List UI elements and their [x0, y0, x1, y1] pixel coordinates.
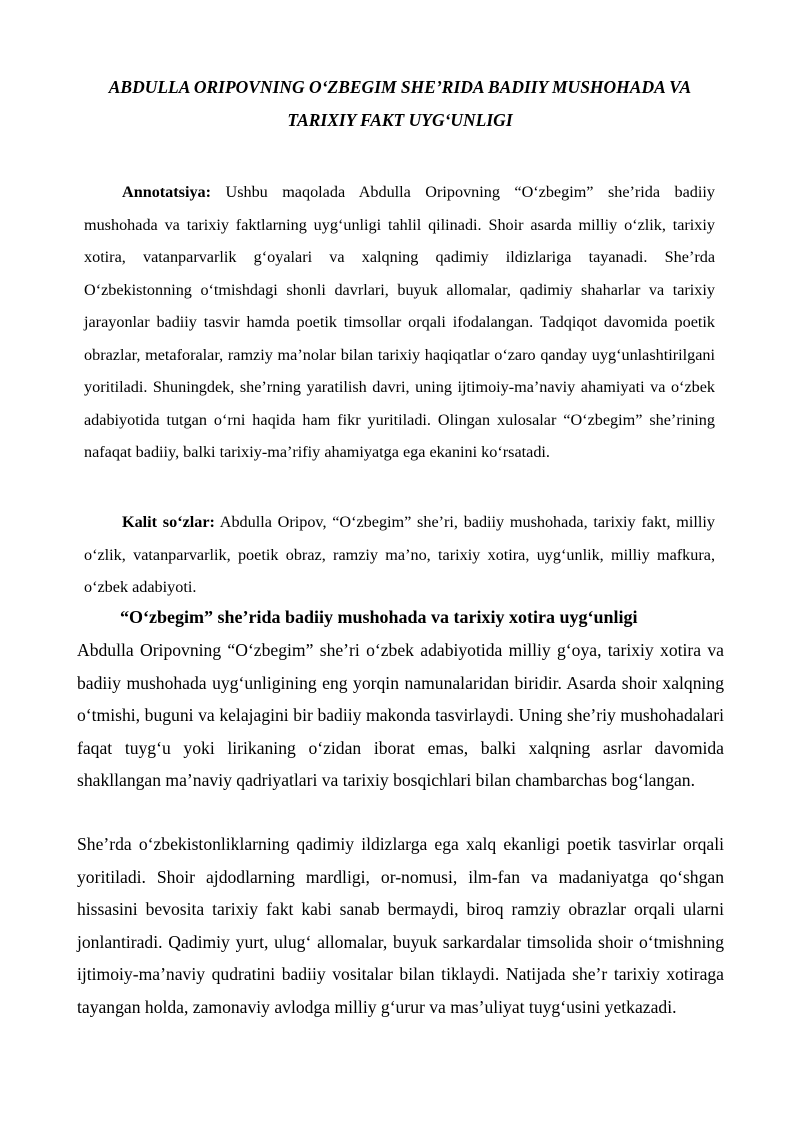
- keywords-paragraph: [84, 506, 715, 604]
- title-line-1: ABDULLA ORIPOVNING O‘ZBEGIM SHE’RIDA BADIIY MUSHOHADA VA: [108, 77, 692, 97]
- abstract-label: Annotatsiya:: [122, 183, 212, 201]
- title-line-2: TARIXIY FAKT UYG‘UNLIGI: [287, 110, 513, 130]
- body-paragraph-2: She’rda o‘zbekistonliklarning qadimiy ildizlarga ega xalq ekanligi poetik tasvirlar orqali yoritiladi. Shoir ajdodlarning mardligi, or-nomusi, ilm-fan va madaniyatga qo‘shgan hissasini bevosita tarixiy fakt kabi sanab bermaydi, biroq ramziy obrazlar orqali ularni jonlantiradi. Qadimiy yurt, ulug‘ allomalar, buyuk sarkardalar timsolida shoir o‘tmishning ijtimoiy-ma’naviy qudratini badiiy vositalar bilan tiklaydi. Natijada she’r tarixiy xotiraga tayangan holda, zamonaviy avlodga milliy g‘urur va mas’uliyat tuyg‘usini yetkazadi.: [77, 834, 724, 1017]
- keywords-label: Kalit so‘zlar:: [122, 513, 215, 531]
- keywords-text: Abdulla Oripov, “O‘zbegim” she’ri, badiiy mushohada, tarixiy fakt, milliy o‘zlik, vatanparvarlik, poetik obraz, ramziy ma’no, tarixiy xotira, uyg‘unlik, milliy mafkura, o‘zbek adabiyoti.: [84, 513, 715, 596]
- abstract-paragraph: [84, 176, 715, 469]
- abstract-text: Ushbu maqolada Abdulla Oripovning “O‘zbegim” she’rida badiiy mushohada va tarixiy faktlarning uyg‘unligi tahlil qilinadi. Shoir asarda milliy o‘zlik, tarixiy xotira, vatanparvarlik g‘oyalari va xalqning qadimiy ildizlariga tayanadi. She’rda O‘zbekistonning o‘tmishdagi shonli davrlari, buyuk allomalar, qadimiy shaharlar va tarixiy jarayonlar badiiy tasvir hamda poetik timsollar orqali ifodalangan. Tadqiqot davomida poetik obrazlar, metaforalar, ramziy ma’nolar bilan tarixiy haqiqatlar o‘zaro qanday uyg‘unlashtirilgani yoritiladi. Shuningdek, she’rning yaratilish davri, uning ijtimoiy-ma’naviy ahamiyati va o‘zbek adabiyotida tutgan o‘rni haqida ham fikr yuritiladi. Olingan xulosalar “O‘zbegim” she’rining nafaqat badiiy, balki tarixiy-ma’rifiy ahamiyatga ega ekanini ko‘rsatadi.: [84, 183, 715, 461]
- paper-title: [70, 71, 730, 137]
- section-heading: “O‘zbegim” she’rida badiiy mushohada va tarixiy xotira uyg‘unligi: [120, 607, 638, 627]
- body-paragraph-1: Abdulla Oripovning “O‘zbegim” she’ri o‘zbek adabiyotida milliy g‘oya, tarixiy xotira va badiiy mushohada uyg‘unligining eng yorqin namunalaridan biridir. Asarda shoir xalqning o‘tmishi, buguni va kelajagini bir badiiy makonda tasvirlaydi. Uning she’riy mushohadalari faqat tuyg‘u yoki lirikaning o‘zidan iborat emas, balki xalqning asrlar davomida shakllangan ma’naviy qadriyatlari va tarixiy bosqichlari bilan chambarchas bog‘langan.: [77, 640, 724, 791]
